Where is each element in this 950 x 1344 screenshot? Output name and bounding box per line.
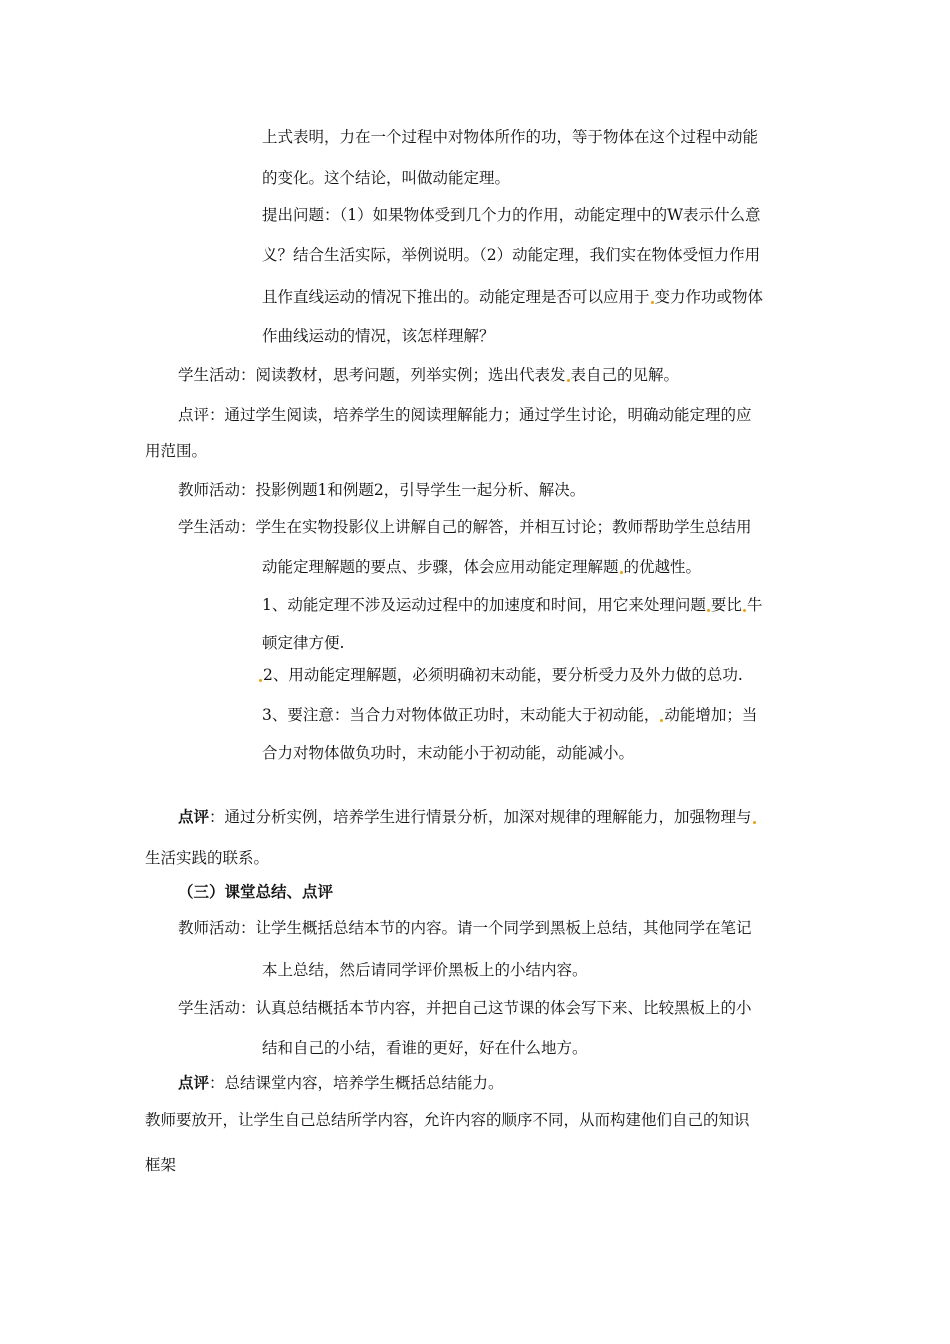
question-line-2: 义？结合生活实际，举例说明。（2）动能定理，我们实在物体受恒力作用 [262, 246, 761, 264]
student-activity-1: 学生活动：阅读教材，思考问题，列举实例；选出代表发 表自己的见解。 [178, 366, 680, 384]
marker-dot [259, 679, 262, 682]
marker-dot [567, 379, 570, 382]
point-1-line-1: 1、动能定理不涉及运动过程中的加速度和时间，用它来处理问题 要比 牛 [262, 596, 763, 614]
marker-dot [753, 821, 756, 824]
marker-dot [707, 609, 710, 612]
student-activity-3-line-2: 结和自己的小结，看谁的更好，好在什么地方。 [262, 1039, 588, 1057]
teacher-activity-2-line-2: 本上总结，然后请同学评价黑板上的小结内容。 [262, 961, 588, 979]
point-3-line-1: 3、要注意：当合力对物体做正功时，末动能大于初动能， 动能增加；当 [262, 706, 758, 724]
question-line-3: 且作直线运动的情况下推出的。动能定理是否可以应用于 变力作功或物体 [262, 288, 764, 306]
closing-line-2: 框架 [145, 1156, 177, 1174]
point-2: 2、用动能定理解题，必须明确初末动能，要分析受力及外力做的总功. [258, 665, 743, 685]
student-activity-3-line-1: 学生活动：认真总结概括本节内容，并把自己这节课的体会写下来、比较黑板上的小 [178, 999, 752, 1017]
comment-2-line-2: 生活实践的联系。 [145, 849, 270, 867]
para-line-2: 的变化。这个结论，叫做动能定理。 [262, 169, 511, 187]
marker-dot [651, 301, 654, 304]
comment-3: 点评：总结课堂内容，培养学生概括总结能力。 [178, 1073, 504, 1092]
marker-dot [620, 571, 623, 574]
student-activity-2-line-2: 动能定理解题的要点、步骤，体会应用动能定理解题 的优越性。 [262, 558, 702, 576]
marker-dot [660, 719, 663, 722]
point-3-line-2: 合力对物体做负功时，末动能小于初动能，动能减小。 [262, 744, 635, 762]
student-activity-2-line-1: 学生活动：学生在实物投影仪上讲解自己的解答，并相互讨论；教师帮助学生总结用 [178, 518, 752, 536]
teacher-activity-1: 教师活动：投影例题1和例题2，引导学生一起分析、解决。 [178, 481, 586, 499]
marker-dot [743, 609, 746, 612]
para-line-1: 上式表明，力在一个过程中对物体所作的功，等于物体在这个过程中动能 [262, 128, 759, 146]
closing-line-1: 教师要放开，让学生自己总结所学内容，允许内容的顺序不同，从而构建他们自己的知识 [145, 1111, 750, 1129]
comment-2-line-1: 点评：通过分析实例，培养学生进行情景分析，加深对规律的理解能力，加强物理与 [178, 807, 757, 827]
comment-1-line-1: 点评：通过学生阅读，培养学生的阅读理解能力；通过学生讨论，明确动能定理的应 [178, 406, 752, 424]
question-line-1: 提出问题：（1）如果物体受到几个力的作用，动能定理中的W表示什么意 [262, 206, 761, 224]
comment-1-line-2: 用范围。 [145, 442, 208, 460]
section-heading: （三）课堂总结、点评 [178, 882, 334, 901]
question-line-4: 作曲线运动的情况，该怎样理解？ [262, 327, 495, 345]
point-1-line-2: 顿定律方便. [262, 634, 345, 652]
teacher-activity-2-line-1: 教师活动：让学生概括总结本节的内容。请一个同学到黑板上总结，其他同学在笔记 [178, 919, 752, 937]
